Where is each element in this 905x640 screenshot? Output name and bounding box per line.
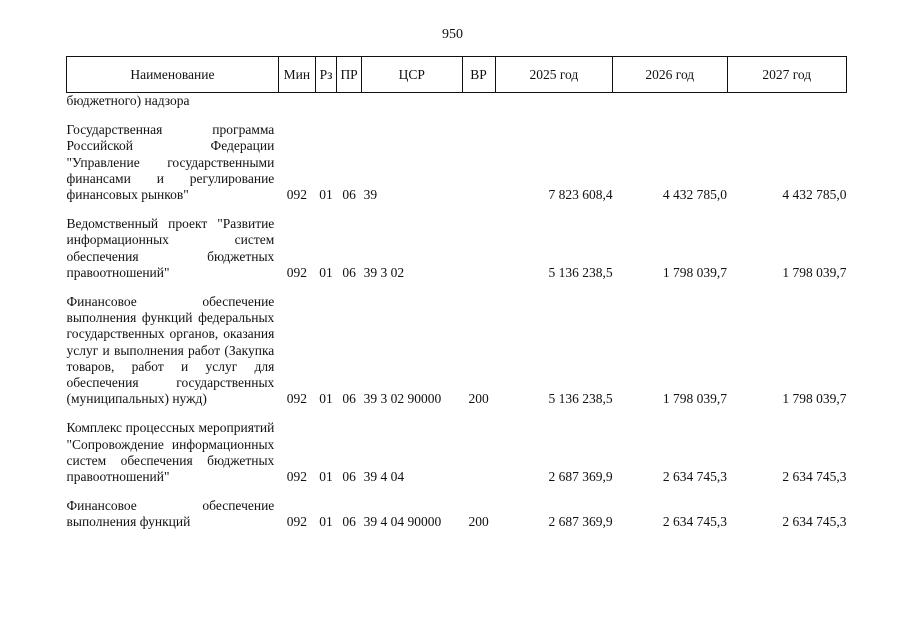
header-csr: ЦСР xyxy=(362,57,462,93)
row-csr xyxy=(362,93,462,110)
row-2025: 2 687 369,9 xyxy=(548,469,613,485)
row-min: 092 xyxy=(286,514,307,530)
table-row xyxy=(67,122,847,203)
row-rz xyxy=(315,93,336,110)
header-rz: Рз xyxy=(315,57,336,93)
row-2026: 1 798 039,7 xyxy=(662,264,727,280)
header-2027: 2027 год xyxy=(727,57,847,93)
row-name: Государственная программа Российской Федерации "Управление государственными финансами и регулирование финансовых рынков" xyxy=(66,122,275,203)
row-2027: 1 798 039,7 xyxy=(782,391,847,407)
budget-table xyxy=(66,56,847,531)
table-row xyxy=(67,216,847,281)
row-name: Финансовое обеспечение выполнения функций федеральных государственных органов, оказания услуг и выполнения работ (Закупка товаров, работ и услуг для обеспечения государственных (муниципальных) нужд) xyxy=(66,294,275,407)
row-pr: 06 xyxy=(342,469,356,485)
row-rz: 01 xyxy=(319,187,333,203)
table-row xyxy=(67,294,847,407)
row-csr: 39 4 04 xyxy=(363,469,405,485)
row-rz: 01 xyxy=(319,264,333,280)
row-vr xyxy=(462,122,495,203)
row-vr xyxy=(462,216,495,281)
row-name: Финансовое обеспечение выполнения функций xyxy=(66,498,275,530)
table-row xyxy=(67,93,847,110)
row-2026: 1 798 039,7 xyxy=(662,391,727,407)
row-min: 092 xyxy=(286,187,307,203)
row-2027: 4 432 785,0 xyxy=(782,187,847,203)
header-2026: 2026 год xyxy=(613,57,727,93)
row-2025: 5 136 238,5 xyxy=(548,391,613,407)
table-header xyxy=(67,57,847,93)
row-csr: 39 xyxy=(363,187,378,203)
header-min: Мин xyxy=(278,57,315,93)
row-2026: 2 634 745,3 xyxy=(662,469,727,485)
row-vr xyxy=(462,420,495,485)
row-csr: 39 4 04 90000 xyxy=(363,514,442,530)
header-2025: 2025 год xyxy=(495,57,612,93)
row-pr: 06 xyxy=(342,264,356,280)
header-name: Наименование xyxy=(67,57,279,93)
row-2027: 2 634 745,3 xyxy=(782,469,847,485)
row-csr: 39 3 02 90000 xyxy=(363,391,442,407)
row-name: Комплекс процессных мероприятий "Сопровождение информационных систем обеспечения бюджетных правоотношений" xyxy=(66,420,275,485)
row-pr: 06 xyxy=(342,187,356,203)
row-rz: 01 xyxy=(319,391,333,407)
row-2025: 2 687 369,9 xyxy=(548,514,613,530)
table-body xyxy=(67,93,847,531)
row-rz: 01 xyxy=(319,469,333,485)
row-vr: 200 xyxy=(468,391,489,407)
header-pr: ПР xyxy=(337,57,362,93)
row-2025: 7 823 608,4 xyxy=(548,187,613,203)
table-row xyxy=(67,420,847,485)
row-min: 092 xyxy=(286,391,307,407)
row-min: 092 xyxy=(286,264,307,280)
row-pr: 06 xyxy=(342,514,356,530)
row-2026: 4 432 785,0 xyxy=(662,187,727,203)
row-min xyxy=(278,93,315,110)
page-number: 950 xyxy=(442,27,463,42)
row-2027: 1 798 039,7 xyxy=(782,264,847,280)
row-pr: 06 xyxy=(342,391,356,407)
row-vr: 200 xyxy=(468,514,489,530)
row-name: бюджетного) надзора xyxy=(66,93,190,108)
row-vr xyxy=(462,93,495,110)
row-name: Ведомственный проект "Развитие информационных систем обеспечения бюджетных правоотношений" xyxy=(66,216,275,280)
row-2025 xyxy=(495,93,612,110)
row-pr xyxy=(337,93,362,110)
row-min: 092 xyxy=(286,469,307,485)
row-2026: 2 634 745,3 xyxy=(662,514,727,530)
row-2027: 2 634 745,3 xyxy=(782,514,847,530)
row-2027 xyxy=(727,93,847,110)
header-vr: ВР xyxy=(462,57,495,93)
table-row xyxy=(67,498,847,530)
row-2026 xyxy=(613,93,727,110)
row-rz: 01 xyxy=(319,514,333,530)
row-2025: 5 136 238,5 xyxy=(548,264,613,280)
row-csr: 39 3 02 xyxy=(363,264,405,280)
